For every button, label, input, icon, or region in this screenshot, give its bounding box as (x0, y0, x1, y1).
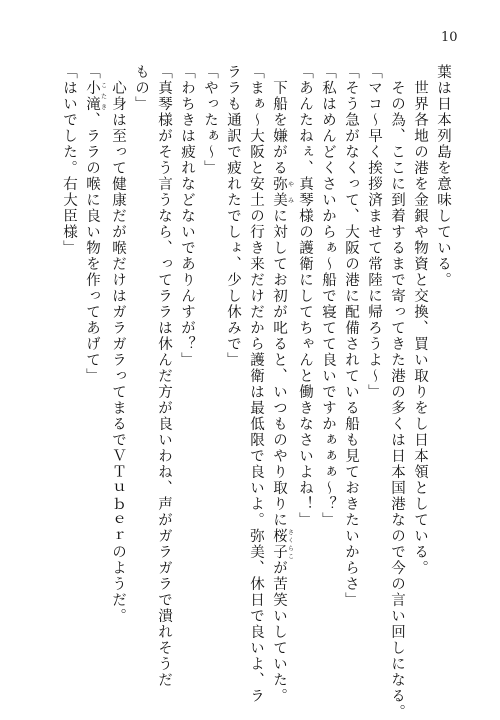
text-line: ララも通訳で疲れたでしょ、少し休みで」 (225, 64, 241, 368)
text-segment: 「 (84, 64, 100, 80)
ruby-reading: こたき (99, 80, 107, 112)
text-line: 「真琴様がそう言うなら、ってララは休んだ方が良いわね、声がガラガラで潰れそうだ (156, 64, 172, 688)
text-line: 心身は至って健康だが喉だけはガラガラってまるでＶＴｕｂｅｒのようだ。 (110, 64, 126, 624)
text-line (267, 64, 294, 704)
text-line: 世界各地の港を金銀や物資と交換、買い取りをし日本領としている。 (412, 64, 428, 576)
text-line: 「はいでした。右大臣様」 (61, 64, 77, 256)
text-line (80, 64, 106, 654)
ruby-base: 桜子 (271, 528, 287, 560)
ruby-reading: さくらこ (286, 528, 294, 560)
text-line: その為、ここに到着するまで寄ってきた港の多くは日本国港なので今の言い回しになる。 (389, 64, 405, 720)
text-segment: が苦笑いしていた。 (271, 560, 287, 704)
ruby-annotation (271, 176, 294, 208)
ruby-annotation (84, 80, 107, 112)
ruby-reading: やみ (286, 176, 294, 208)
text-line: 葉は日本列島を意味している。 (435, 64, 451, 288)
text-line: 「やったぁ～」 (202, 64, 218, 176)
text-line: 「マコ～早く挨拶済ませて常陸に帰ろうよ～」 (366, 64, 382, 400)
text-line: 「まぁ～大阪と安土の行き来だけだから護衛は最低限で良いよ。弥美、休日で良いよ、ラ (248, 64, 264, 704)
vertical-text-body (34, 64, 454, 720)
text-line: 「そう急がなくって、大阪の港に配備されている船も見ておきたいからさ」 (343, 64, 359, 608)
page-number: 10 (441, 30, 458, 45)
text-line: 「わちきは疲れなどないでありんすが？」 (179, 64, 195, 368)
text-segment: に対してお初が叱ると、いつものやり取りに (271, 208, 287, 528)
text-line: もの」 (133, 64, 149, 112)
text-segment: 、ララの喉に良い物を作ってあげて」 (84, 112, 100, 384)
ruby-base: 弥美 (271, 176, 287, 208)
text-segment: 下船を嫌がる (271, 64, 287, 176)
text-line: 「私はめんどくさいからぁ～船で寝てて良いですかぁぁぁ～？」 (320, 64, 336, 528)
ruby-base: 小滝 (84, 80, 100, 112)
text-line: 「あんたねぇ、真琴様の護衛にしてちゃんと働きなさいよね！」 (297, 64, 313, 528)
ruby-annotation (271, 528, 294, 560)
